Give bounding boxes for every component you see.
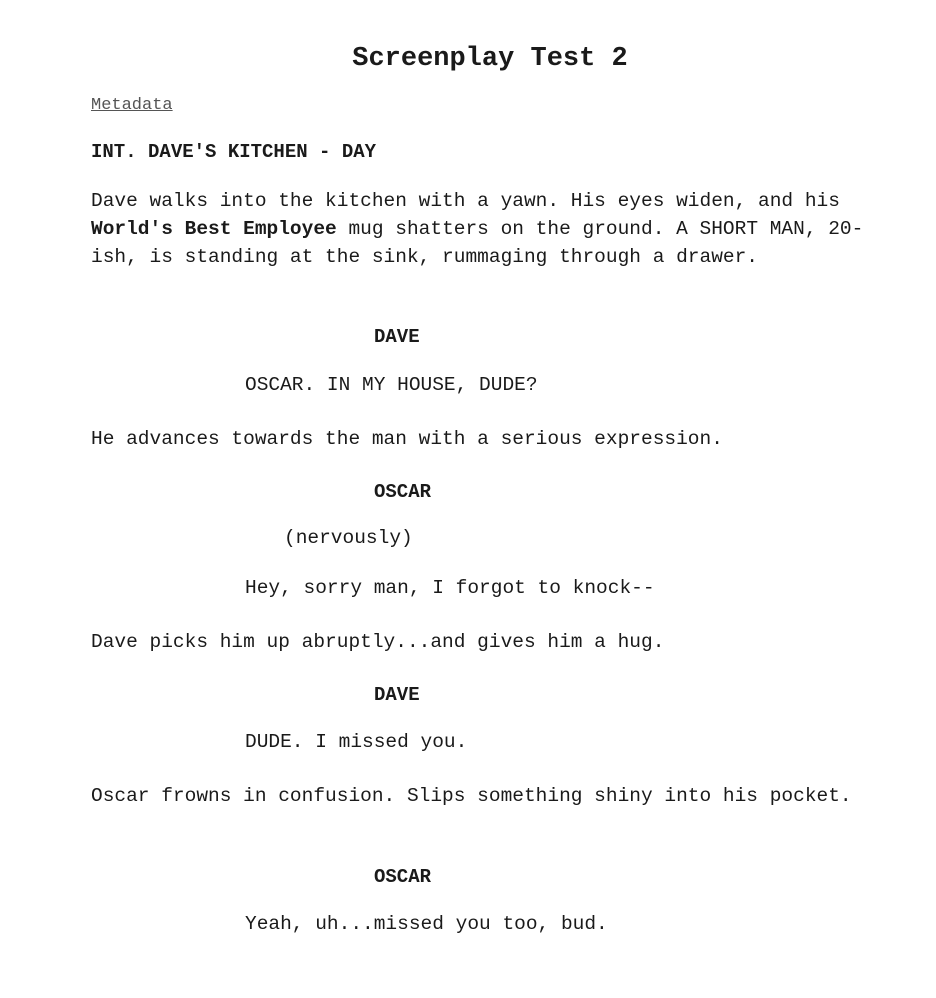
mug-label: World's Best Employee bbox=[91, 218, 337, 240]
character-name-dave: DAVE bbox=[374, 684, 420, 706]
action-text: Dave walks into the kitchen with a yawn. His eyes widen, and his bbox=[91, 190, 840, 212]
character-name-dave: DAVE bbox=[374, 326, 420, 348]
dialogue-line: Yeah, uh...missed you too, bud. bbox=[245, 913, 608, 935]
action-paragraph-2: He advances towards the man with a serious expression. bbox=[91, 428, 723, 450]
dialogue-line: DUDE. I missed you. bbox=[245, 731, 468, 753]
action-paragraph-1 bbox=[91, 187, 891, 271]
scene-heading: INT. DAVE'S KITCHEN - DAY bbox=[91, 141, 377, 163]
dialogue-line: OSCAR. IN MY HOUSE, DUDE? bbox=[245, 374, 538, 396]
parenthetical: (nervously) bbox=[284, 527, 413, 549]
metadata-link[interactable]: Metadata bbox=[91, 96, 173, 115]
character-name-oscar: OSCAR bbox=[374, 481, 432, 503]
action-paragraph-4: Oscar frowns in confusion. Slips something shiny into his pocket. bbox=[91, 785, 852, 807]
dialogue-line: Hey, sorry man, I forgot to knock-- bbox=[245, 577, 655, 599]
character-name-oscar: OSCAR bbox=[374, 866, 432, 888]
action-paragraph-3: Dave picks him up abruptly...and gives him a hug. bbox=[91, 631, 665, 653]
page-title: Screenplay Test 2 bbox=[352, 44, 628, 74]
action-text: mug shatters on the ground. A SHORT MAN, 20-ish, is standing at the sink, rummaging through a drawer. bbox=[91, 218, 864, 268]
